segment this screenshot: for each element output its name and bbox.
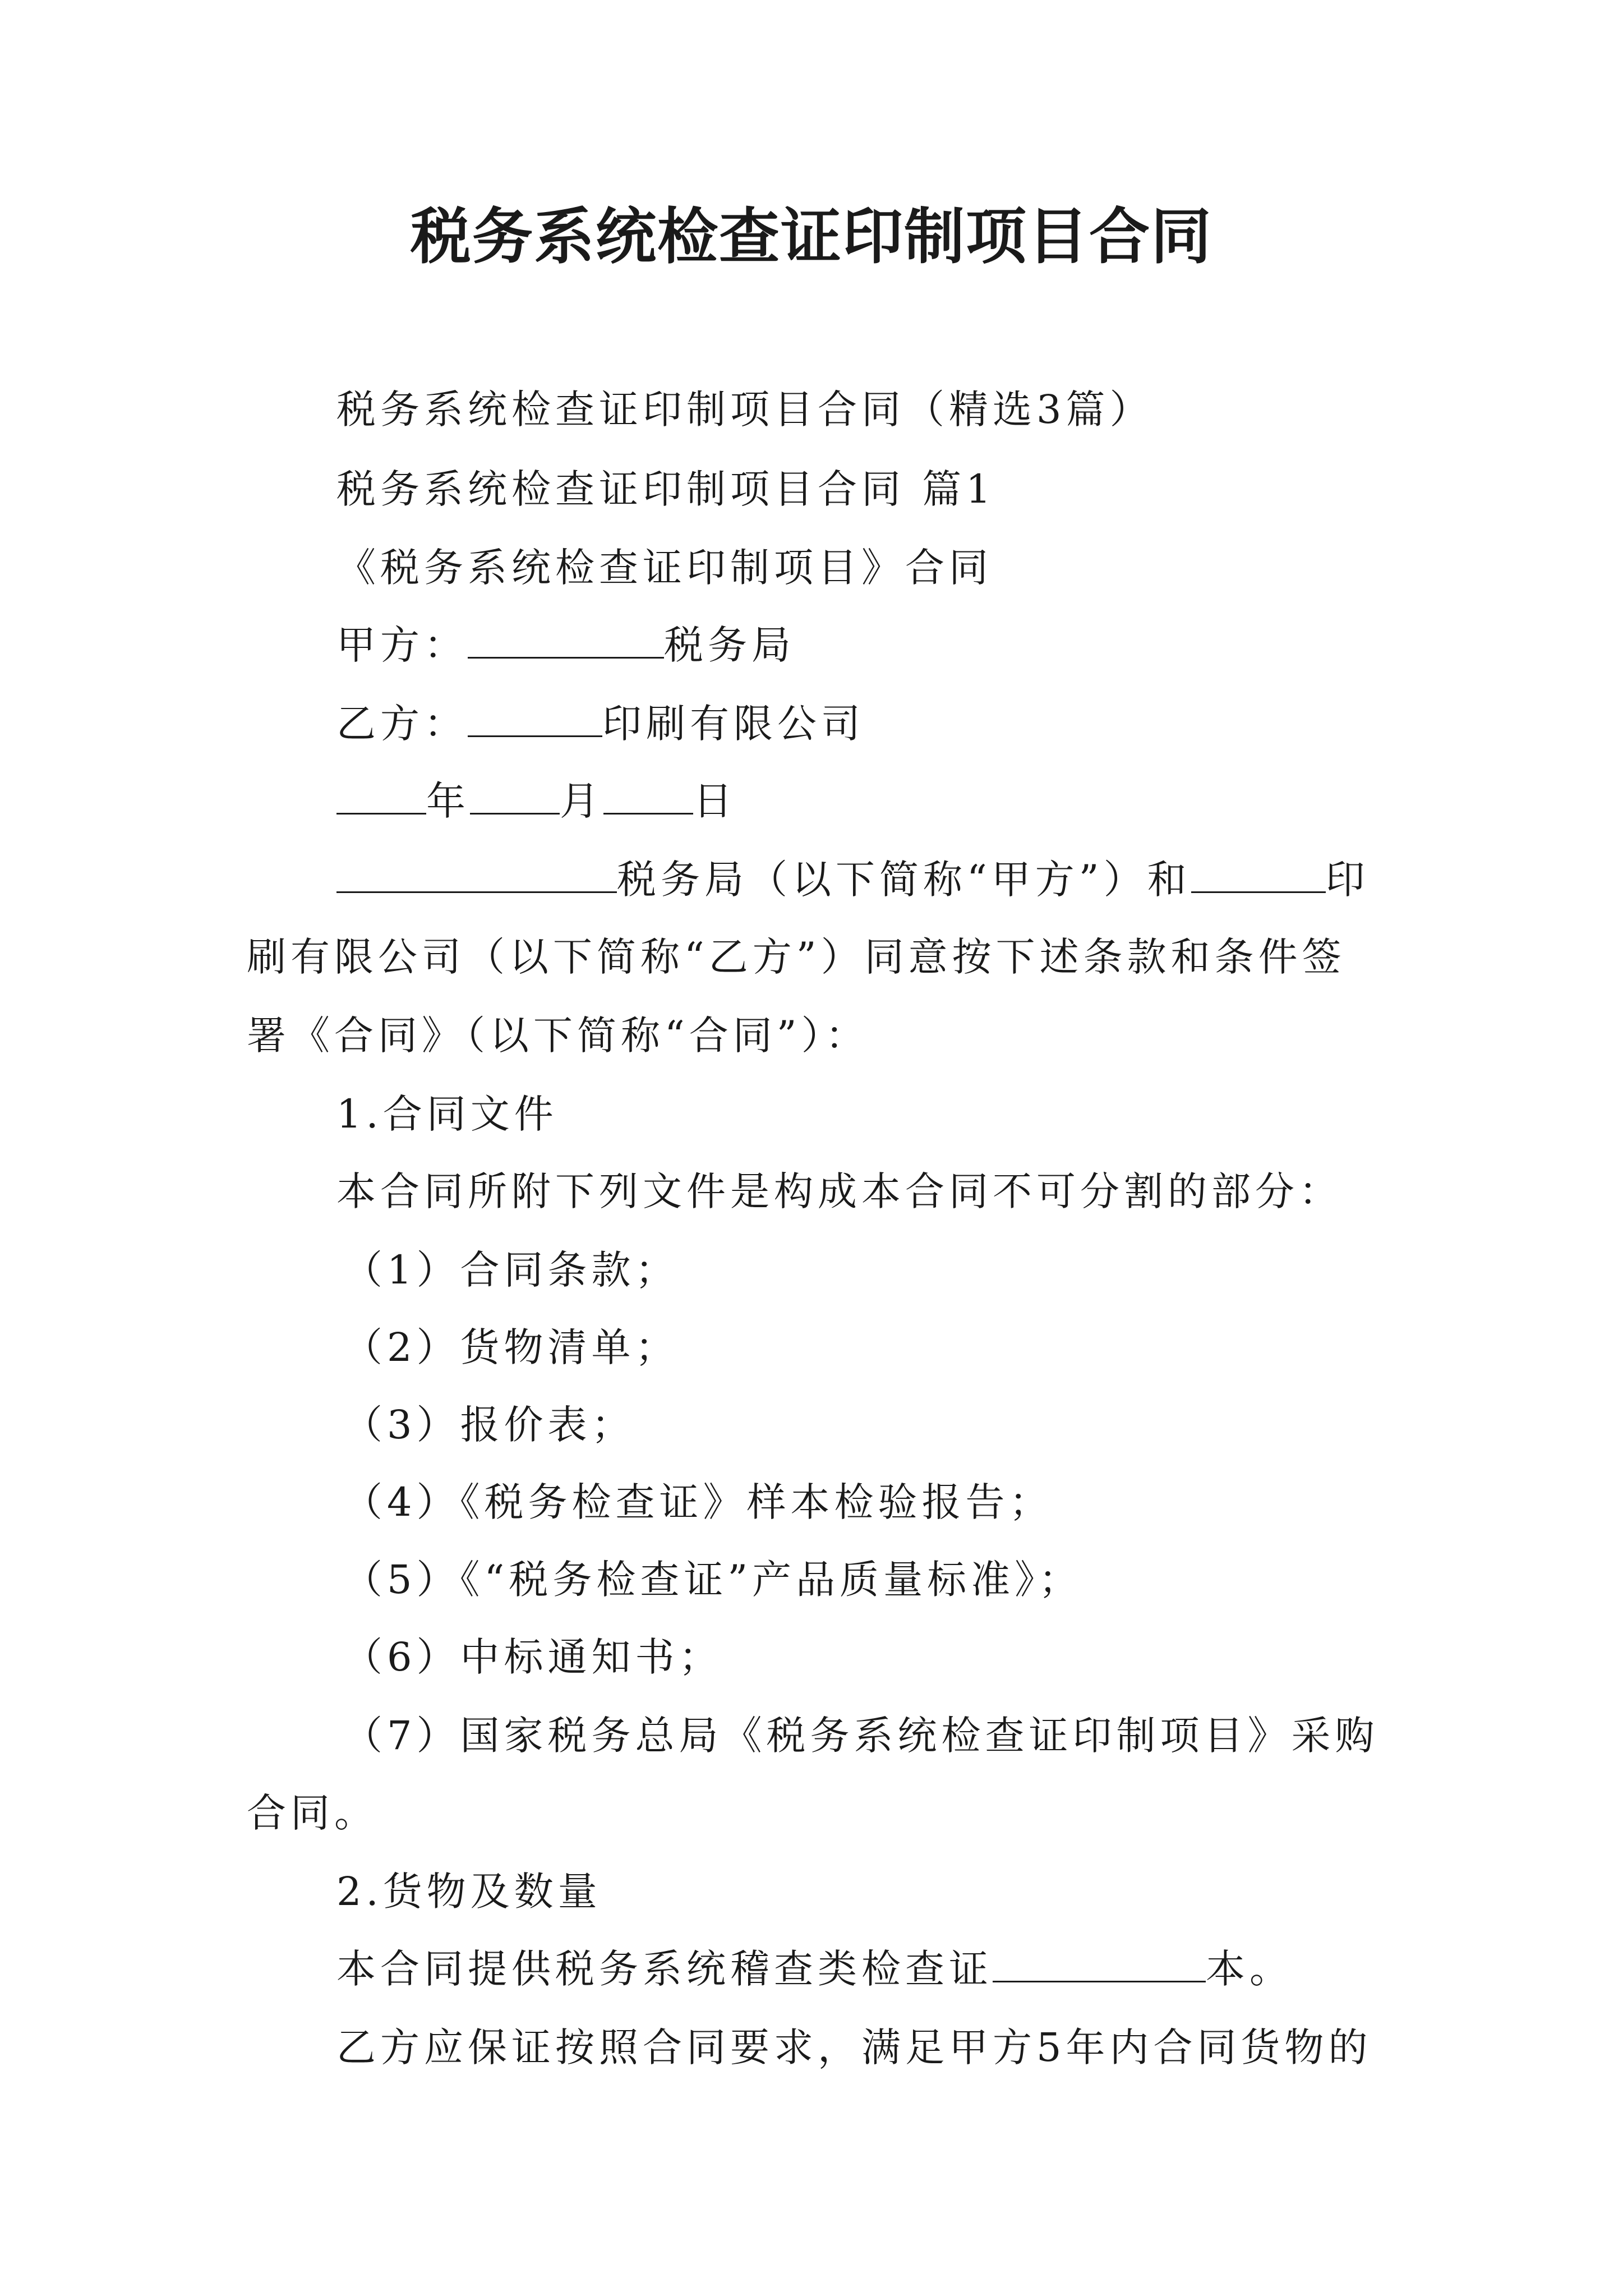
intro-printer-blank	[1191, 853, 1326, 893]
clause-1-text: 本合同所附下列文件是构成本合同不可分割的部分：	[336, 1168, 1343, 1214]
party-b-blank	[468, 697, 602, 737]
party-b-suffix: 印刷有限公司	[602, 701, 865, 747]
list-item: （4）《税务检查证》样本检验报告；	[343, 1479, 1053, 1525]
section-heading: 税务系统检查证印制项目合同 篇1	[336, 466, 995, 512]
list-item-7-line-1: （7）国家税务总局《税务系统检查证印制项目》采购	[343, 1713, 1379, 1759]
day-label: 日	[693, 778, 737, 824]
party-a-line	[336, 617, 795, 673]
party-a-blank	[468, 619, 664, 659]
list-item-7-line-2: 合同。	[247, 1790, 378, 1836]
intro-tax-bureau-blank	[336, 853, 617, 893]
party-b-line	[336, 696, 865, 752]
date-line	[336, 773, 737, 829]
list-item: （2）货物清单；	[343, 1324, 679, 1370]
clause-1-heading: 1.合同文件	[336, 1091, 558, 1137]
intro-text-b: 印	[1325, 857, 1370, 903]
party-b-label: 乙方：	[336, 701, 468, 747]
party-a-label: 甲方：	[336, 622, 468, 668]
year-blank	[336, 775, 426, 815]
list-item: （5）《“税务检查证”产品质量标准》；	[343, 1557, 1083, 1603]
intro-line-3: 署《合同》（以下简称“合同”）：	[247, 1013, 869, 1059]
intro-line-1	[336, 852, 1370, 908]
document-subtitle: 税务系统检查证印制项目合同（精选3篇）	[336, 386, 1154, 432]
clause-2-text-b: 本。	[1206, 1946, 1293, 1992]
quantity-blank	[993, 1943, 1206, 1982]
list-item: （3）报价表；	[343, 1402, 635, 1448]
month-label: 月	[560, 778, 603, 824]
list-item: （6）中标通知书；	[343, 1634, 723, 1680]
party-a-suffix: 税务局	[664, 622, 795, 668]
contract-name: 《税务系统检查证印制项目》合同	[336, 545, 993, 591]
clause-2-text-a: 本合同提供税务系统稽查类检查证	[336, 1946, 993, 1992]
document-title: 税务系统检查证印制项目合同	[410, 201, 1212, 272]
day-blank	[603, 775, 693, 815]
year-label: 年	[426, 778, 470, 824]
clause-2-heading: 2.货物及数量	[336, 1869, 602, 1915]
intro-line-2: 刷有限公司（以下简称“乙方”）同意按下述条款和条件签	[247, 934, 1346, 980]
clause-2-text	[336, 1941, 1293, 1997]
clause-2-last-line: 乙方应保证按照合同要求，满足甲方5年内合同货物的	[336, 2024, 1372, 2070]
month-blank	[470, 775, 560, 815]
list-item: （1）合同条款；	[343, 1247, 679, 1293]
intro-text-a: 税务局（以下简称“甲方”）和	[617, 857, 1191, 903]
